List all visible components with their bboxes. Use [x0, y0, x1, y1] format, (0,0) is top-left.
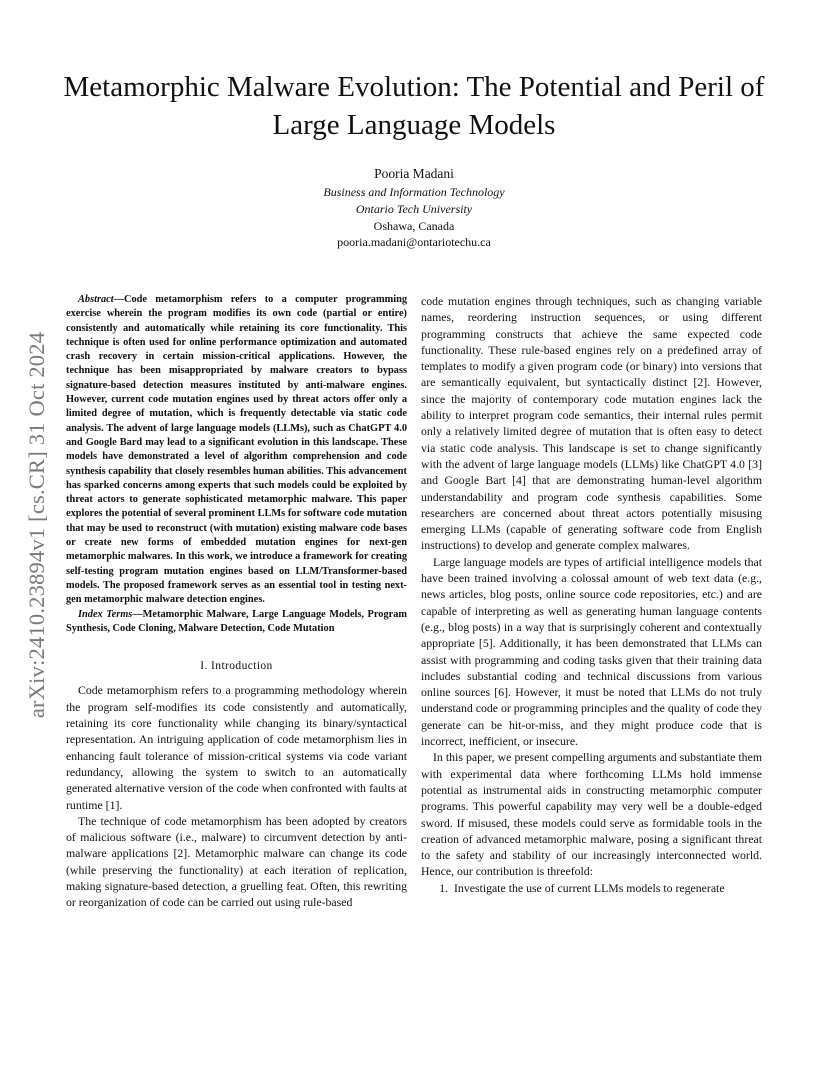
intro-paragraph-2: The technique of code metamorphism has been adopted by creators of malicious software (i.e., malware) to circumvent detection by anti-malware applications [2]. Metamorphic malware can change its code (while preserving the functionality) at each iteration of replication, making signature-based detection, a gruelling feat. Often, this rewriting or reorganization of code can be carried out using rule-based [66, 813, 407, 910]
abstract-label: Abstract [78, 294, 114, 305]
author-location: Oshawa, Canada [373, 218, 455, 233]
author-university: Ontario Tech University [355, 201, 473, 216]
index-terms-text: —Metamorphic Malware, Large Language Models, Program Synthesis, Code Cloning, Malware Detection, Code Mutation [66, 608, 407, 634]
author-block [214, 165, 614, 251]
author-department: Business and Information Technology [323, 185, 505, 199]
abstract [66, 293, 407, 608]
section-heading-introduction: I. Introduction [200, 660, 273, 673]
intro-paragraph-1: Code metamorphism refers to a programming methodology wherein the program self-modifies its code consistently and automatically, retaining its core functionality while changing its binary/syntactical representation. An intriguing application of code metamorphism lies in enhancing fault tolerance of mission-critical systems via code variant redundancy, allowing the system to switch to an automatically generated alternative version of the code when confronted with faults at runtime [1]. [66, 683, 407, 812]
author-email: pooria.madani@ontariotechu.ca [337, 235, 491, 250]
intro-paragraph-3: Large language models are types of artificial intelligence models that have been trained involving a colossal amount of web text data (e.g., news articles, blog posts, online source code repositories, etc.) and are capable of interpreting as well as generating human language contents (e.g., blog posts) in a way that is surprisingly coherent and contextually appropriate [5]. Additionally, it has been demonstrated that LLMs can assist with programming and coding tasks given that their training data includes substantial coding and technical discussions from various online sources [6]. However, it must be noted that LLMs do not truly understand code or programming principles and the quality of code they generate can be hit-or-miss, and they might produce code that is incorrect, inefficient, or insecure. [421, 554, 762, 749]
author-name: Pooria Madani [374, 166, 454, 181]
index-terms [66, 608, 407, 637]
list-item: 1. Investigate the use of current LLMs models to regenerate [451, 880, 762, 896]
arxiv-identifier-stamp [22, 290, 52, 760]
intro-paragraph-2-continued: code mutation engines through techniques, such as changing variable names, reordering instruction sequences, or using different programming constructs that achieve the same expected code functionality. These rule-based engines rely on a predefined array of templates to modify a given program code (or binary) into versions that are semantically equivalent, but syntactically distinct [2]. However, since the majority of contemporary code mutation engines lack the ability to interpret program code semantics, their internal rules permit only a relatively limited degree of mutation that is often easy to detect via static code analysis. This landscape is set to change significantly with the advent of large language models (LLMs) like ChatGPT 4.0 [3] and Google Bart [4] that are demonstrating human-level algorithm understandability and program code synthesis capabilities. Some researchers are concerned about threat actors potentially misusing emerging LLMs (capable of generating software code from English instructions) to develop and generate complex malwares. [421, 294, 762, 553]
left-column [66, 293, 407, 911]
paper-title: Metamorphic Malware Evolution: The Potential and Peril of Large Language Models [63, 71, 765, 141]
abstract-text: —Code metamorphism refers to a computer programming exercise wherein the program modifies its own code (partial or entire) consistently and automatically while retaining its core functionality. This technique is often used for online performance optimization and automated crash recovery in certain mission-critical applications. However, the technique has been misappropriated by malware creators to bypass signature-based detection measures instituted by anti-malware engines. However, current code mutation engines used by threat actors offer only a limited degree of mutation, which is frequently detectable via static code analysis. The advent of large language models (LLMs), such as ChatGPT 4.0 and Google Bard may lead to a significant evolution in this landscape. These models have demonstrated a level of algorithm comprehension and code synthesis capability that closely resembles human abilities. This advancement has sparked concerns among experts that such models could be exploited by threat actors to generate sophisticated metamorphic malware. This paper explores the potential of several prominent LLMs for software code mutation that may be used to reconstruct (with mutation) existing malware code bases or create new forms of embedded mutation engines for next-gen metamorphic malwares. In this work, we introduce a framework for creating self-testing program mutation engines based on LLM/Transformer-based models. The proposed framework serves as an essential tool in testing next-gen metamorphic malware detection engines. [66, 294, 407, 606]
intro-paragraph-4: In this paper, we present compelling arguments and substantiate them with experimental data where forthcoming LLMs hold immense potential as instrumental aids in constructing metamorphic computer programs. This powerful capability may very well be a double-edged sword. If misused, these models could serve as formidable tools in the creation of advanced metamorphic malware, posing a significant threat to the safety and stability of our increasingly interconnected world. Hence, our contribution is threefold: [421, 750, 762, 879]
contributions-list [421, 880, 762, 896]
right-column [421, 293, 762, 896]
arxiv-identifier-text: arXiv:2410.23894v1 [cs.CR] 31 Oct 2024 [24, 331, 49, 719]
index-terms-label: Index Terms [78, 608, 133, 620]
